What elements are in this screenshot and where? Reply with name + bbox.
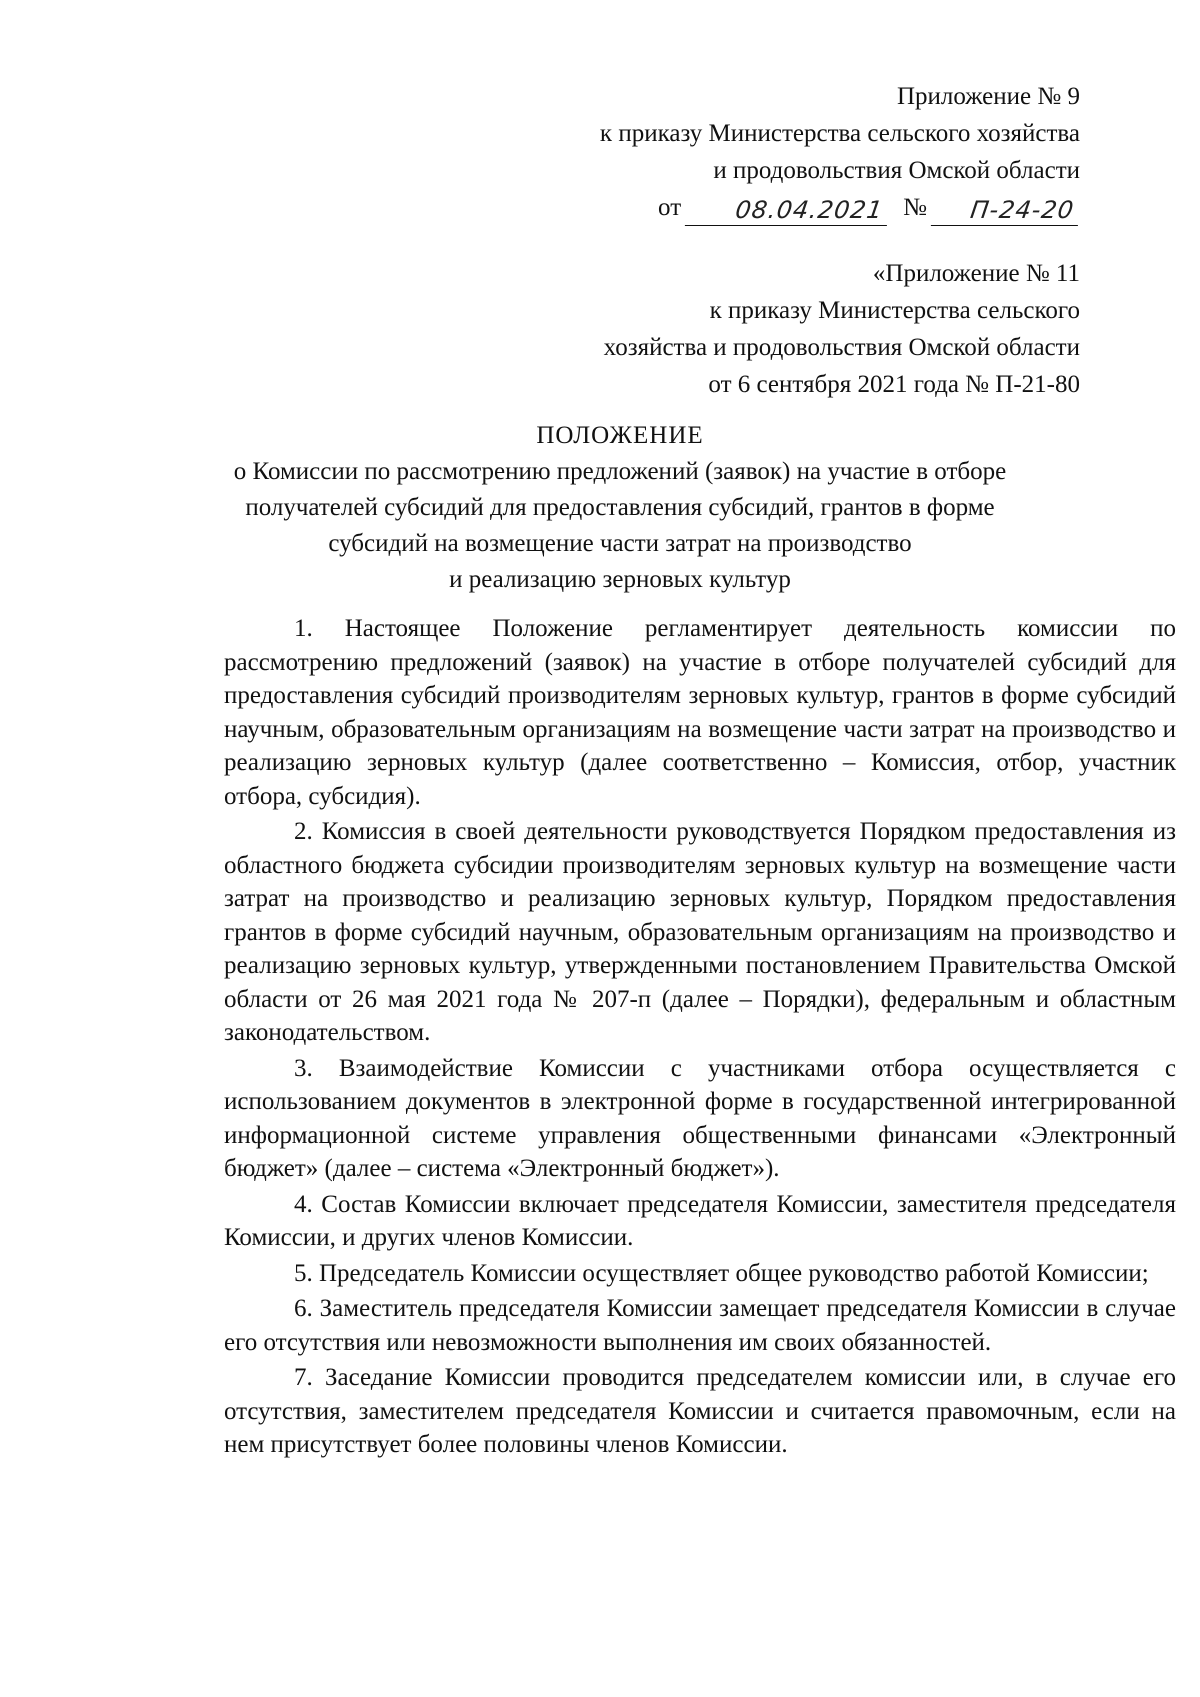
document-subtitle-line: о Комиссии по рассмотрению предложений (заявок) на участие в отборе bbox=[233, 458, 1007, 485]
paragraph-1: 1. Настоящее Положение регламентирует деятельность комиссии по рассмотрению предложений (заявок) на участие в отборе получателей субсидий для предоставления субсидий производителям зерновых культур, грантов в форме субсидий научным, образовательным организациям на возмещение части затрат на производство и реализацию зерновых культур (далее соответственно – Комиссия, отбор, участник отбора, субсидия). bbox=[224, 615, 1176, 810]
appendix-original-line2: хозяйства и продовольствия Омской области bbox=[603, 334, 1080, 361]
date-prefix: от bbox=[658, 194, 682, 221]
paragraph-7: 7. Заседание Комиссии проводится председателем комиссии или, в случае его отсутствия, заместителем председателя Комиссии и считается правомочным, если на нем присутствует более половины членов Комиссии. bbox=[224, 1364, 1176, 1458]
appendix-original-title: «Приложение № 11 bbox=[872, 260, 1080, 287]
document-title-block bbox=[230, 418, 1010, 598]
appendix-original-header bbox=[360, 255, 1080, 403]
appendix-current-title: Приложение № 9 bbox=[896, 83, 1080, 110]
document-subtitle-line: и реализацию зерновых культур bbox=[449, 566, 791, 593]
paragraph-5: 5. Председатель Комиссии осуществляет общее руководство работой Комиссии; bbox=[294, 1259, 1149, 1287]
handwritten-number: П-24-20 bbox=[931, 195, 1082, 226]
document-body bbox=[224, 612, 1176, 1462]
paragraph-3: 3. Взаимодействие Комиссии с участниками отбора осуществляется с использованием документов в электронной форме в государственной интегрированной информационной системе управления общественными финансами «Электронный бюджет» (далее – система «Электронный бюджет»). bbox=[224, 1054, 1176, 1182]
document-subtitle-line: субсидий на возмещение части затрат на производство bbox=[328, 530, 912, 557]
paragraph-4: 4. Состав Комиссии включает председателя Комиссии, заместителя председателя Комиссии, и других членов Комиссии. bbox=[224, 1190, 1176, 1251]
document-heading: ПОЛОЖЕНИЕ bbox=[536, 422, 704, 449]
appendix-current-header bbox=[360, 78, 1080, 226]
handwritten-date: 08.04.2021 bbox=[685, 195, 891, 226]
appendix-original-line1: к приказу Министерства сельского bbox=[709, 297, 1080, 324]
document-subtitle-line: получателей субсидий для предоставления субсидий, грантов в форме bbox=[245, 494, 995, 521]
appendix-current-date-row bbox=[360, 189, 1080, 226]
paragraph-6: 6. Заместитель председателя Комиссии замещает председателя Комиссии в случае его отсутствия или невозможности выполнения им своих обязанностей. bbox=[224, 1295, 1176, 1356]
paragraph-2: 2. Комиссия в своей деятельности руководствуется Порядком предоставления из областного бюджета субсидии производителям зерновых культур на возмещение части затрат на производство и реализацию зерновых культур, Порядком предоставления грантов в форме субсидий научным, образовательным организациям на производство и реализацию зерновых культур, утвержденными постановлением Правительства Омской области от 26 мая 2021 года № 207-п (далее – Порядки), федеральным и областным законодательством. bbox=[224, 818, 1176, 1046]
number-prefix: № bbox=[903, 194, 927, 221]
appendix-original-line3: от 6 сентября 2021 года № П-21-80 bbox=[708, 371, 1080, 398]
appendix-current-line2: и продовольствия Омской области bbox=[713, 157, 1080, 184]
appendix-current-line1: к приказу Министерства сельского хозяйства bbox=[599, 120, 1080, 147]
